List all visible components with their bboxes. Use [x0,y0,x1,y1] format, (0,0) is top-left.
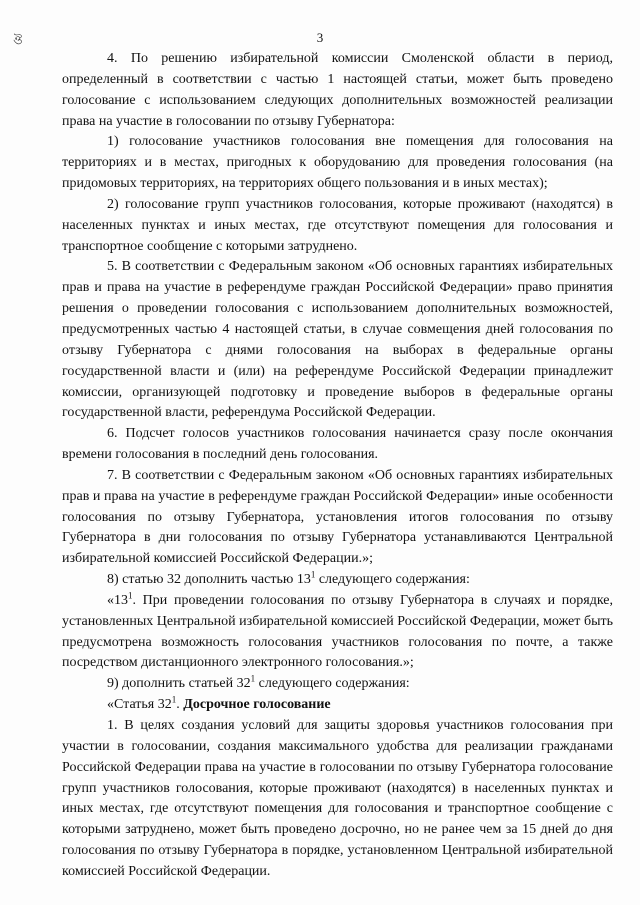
paragraph-5: 5. В соответствии с Федеральным законом «Об основных гарантиях избирательных прав и права на участие в референдуме граждан Российской Федерации» право принятия решения о проведении голосования с использованием дополнительных возможностей, предусмотренных частью 4 настоящей статьи, в случае совмещения дней голосования по отзыву Губернатора с днями голосования на выборах в федеральные органы государственной власти и (или) на референдуме Российской Федерации принадлежит комиссии, организующей подготовку и проведение выборов в федеральные органы государственной власти, референдума Российской Федерации. [62,259,613,421]
paragraph-6: 6. Подсчет голосов участников голосования начинается сразу после окончания времени голосования в последний день голосования. [62,426,613,463]
paragraph-7: 7. В соответствии с Федеральным законом «Об основных гарантиях избирательных прав и права на участие в референдуме граждан Российской Федерации» иные особенности голосования по отзыву Губернатора, установления итогов голосования по отзыву Губернатора в дни голосования по отзыву Губернатора устанавливаются Центральной избирательной комиссией Российской Федерации.»; [62,467,613,567]
scan-mark: ঔ [11,31,26,49]
page-number: 3 [316,30,324,45]
article-title: Досрочное голосование [183,697,331,713]
paragraph-4: 4. По решению избирательной комиссии Смоленской области в период, определенный в соответствии с частью 1 настоящей статьи, может быть проведено голосование с использованием следующих дополнительных возможностей реализации права на участие в голосовании по отзыву Губернатора: [62,51,613,129]
article-paragraph-1: 1. В целях создания условий для защиты здоровья участников голосования при участии в голосовании, создания максимального удобства для реализации гражданами Российской Федерации права на участие в голосовании по отзыву Губернатора голосование групп участников голосования, которые проживают (находятся) в населенных пунктах и иных местах, где отсутствуют помещения для голосования и транспортное сообщение с которыми затруднено, может быть проведено досрочно, но не ранее чем за 15 дней до дня голосования по отзыву Губернатора в порядке, установленном Центральной избирательной комиссией Российской Федерации. [62,718,613,879]
paragraph-4-item-2: 2) голосование групп участников голосования, которые проживают (находятся) в населенных пунктах и иных местах, где отсутствуют помещения для голосования и транспортное сообщение с которыми затруднено. [62,196,613,254]
paragraph-4-item-1: 1) голосование участников голосования вне помещения для голосования на территориях и в местах, пригодных к оборудованию для проведения голосования (на придомовых территориях, на территориях общего пользования и в иных местах); [62,134,613,192]
part-13-1: «$13^1$. При проведении голосования по отзыву Губернатора в случаях и порядке, установленных Центральной избирательной комиссией Российской Федерации, может быть предусмотрена возможность голосования участников голосования по почте, а также посредством дистанционного электронного голосования.»; [62,590,613,671]
article-heading: «Статья $32^1$. Досрочное голосование [107,694,331,713]
amendment-item-8: 8) статью 32 дополнить частью $13^1$ следующего содержания: [107,569,470,588]
amendment-item-9: 9) дополнить статьей $32^1$ следующего содержания: [107,673,410,692]
document-body [62,49,613,883]
